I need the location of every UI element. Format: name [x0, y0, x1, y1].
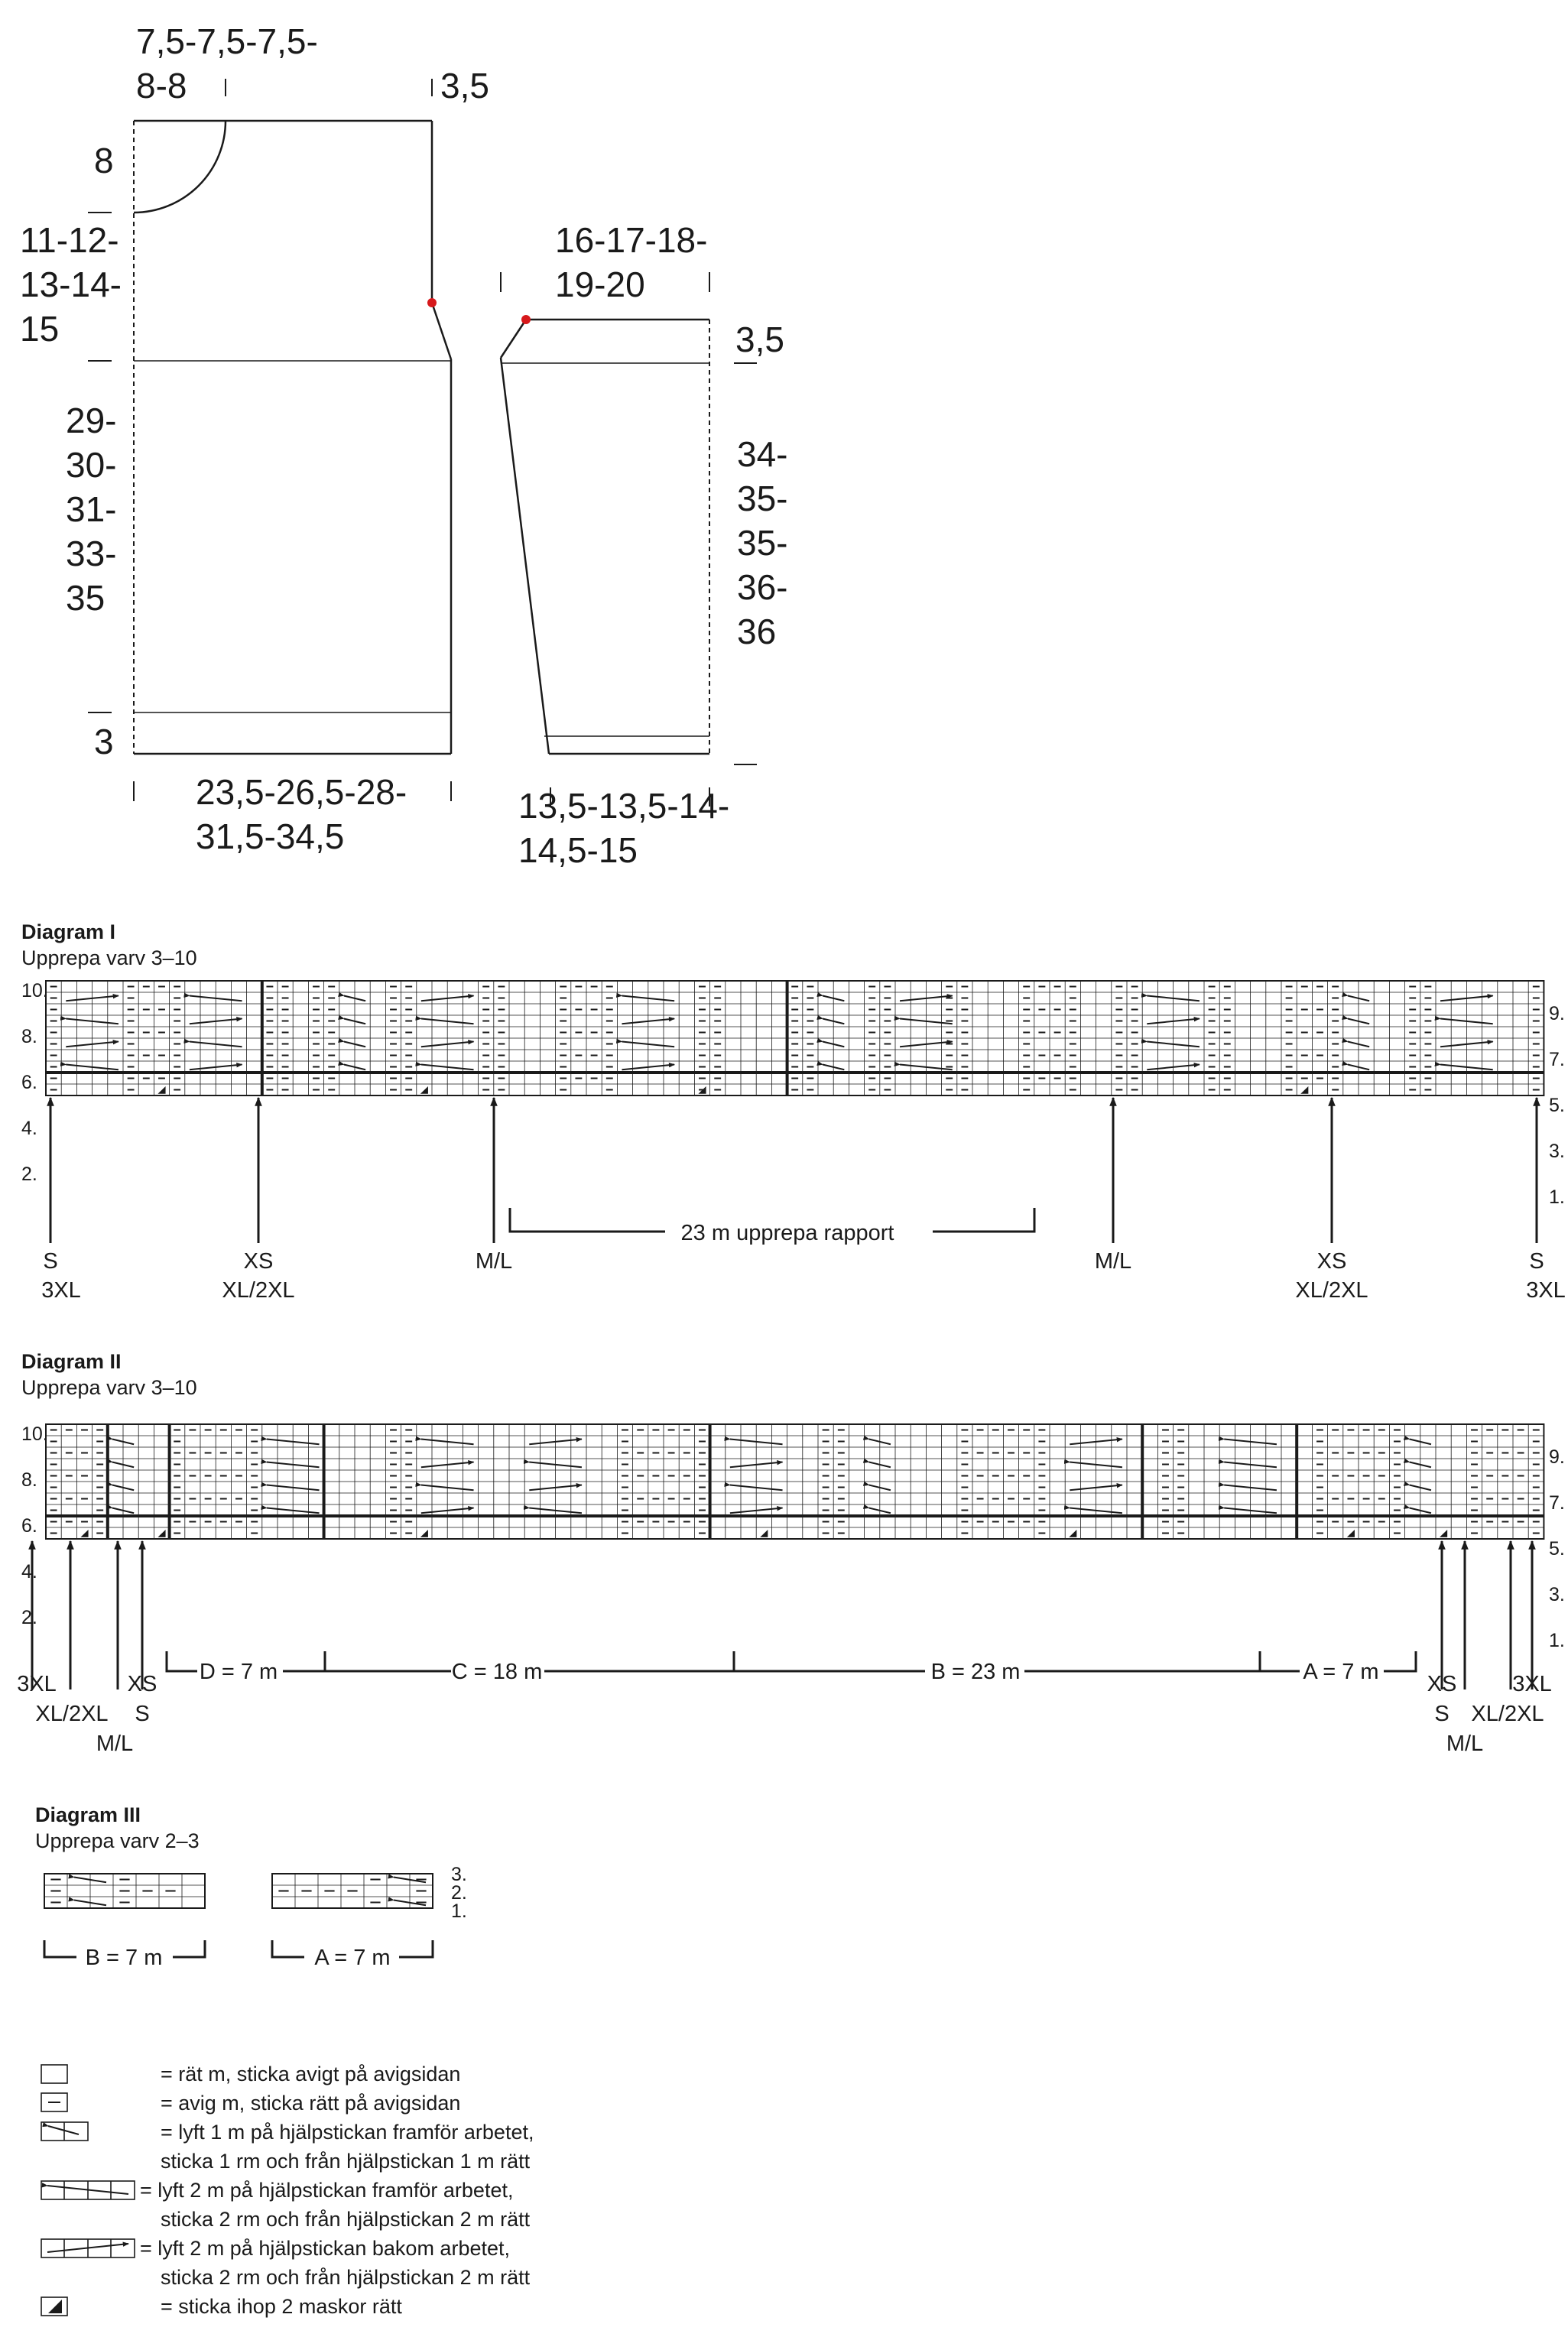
diagram-2	[17, 1350, 1565, 1756]
row-number: 8.	[21, 1026, 37, 1047]
garment-schematic	[88, 79, 757, 807]
size-label: XS	[243, 1249, 274, 1274]
body-rib-label: 3	[94, 722, 114, 761]
row-number: 6.	[21, 1072, 37, 1093]
section-brackets	[167, 1651, 1416, 1671]
row-number: 5.	[1549, 1538, 1565, 1560]
legend-text: = sticka ihop 2 maskor rätt	[161, 2295, 402, 2318]
diagram-1-row-numbers-left	[21, 980, 48, 1185]
size-label: XL/2XL	[35, 1702, 109, 1726]
sleeve-length-line5: 36	[737, 612, 777, 651]
row-number: 3.	[451, 1864, 467, 1885]
sleeve-cap-label: 3,5	[735, 320, 784, 359]
row-number: 9.	[1549, 1446, 1565, 1468]
size-label: XS	[127, 1672, 157, 1696]
row-number: 6.	[21, 1515, 37, 1537]
size-label: M/L	[96, 1732, 134, 1756]
legend-text: = lyft 2 m på hjälpstickan framför arbetet,	[140, 2179, 514, 2202]
diagram-3-chart-b	[44, 1874, 205, 1908]
body-width-line2: 31,5-34,5	[196, 816, 345, 856]
sleeve-cuff-line2: 14,5-15	[518, 830, 638, 870]
size-label: XS	[1427, 1672, 1457, 1696]
row-number: 3.	[1549, 1141, 1565, 1162]
cable-2-back-icon	[41, 2239, 135, 2257]
body-top-width-line2: 8-8	[136, 66, 187, 105]
diagram-3	[35, 1803, 467, 1970]
row-number: 5.	[1549, 1095, 1565, 1116]
row-number: 7.	[1549, 1049, 1565, 1070]
body-length-line5: 35	[66, 578, 106, 618]
diagram-3-chart-a	[272, 1874, 433, 1908]
knit-square-icon	[41, 2065, 67, 2083]
section-label-c: C = 18 m	[451, 1660, 543, 1684]
row-number: 10.	[21, 1423, 48, 1445]
chart-label-b: B = 7 m	[85, 1946, 163, 1970]
row-number: 2.	[21, 1607, 37, 1628]
size-label: S	[43, 1249, 58, 1274]
body-armhole-line1: 11-12-	[20, 220, 119, 260]
body-length-line3: 31-	[66, 489, 117, 529]
size-label: S	[135, 1702, 150, 1726]
row-number: 2.	[21, 1164, 37, 1185]
chart-label-a: A = 7 m	[314, 1946, 391, 1970]
legend-text: = avig m, sticka rätt på avigsidan	[161, 2092, 461, 2115]
diagram-3-subtitle: Upprepa varv 2–3	[35, 1829, 200, 1852]
body-top-width-line1: 7,5-7,5-7,5-	[136, 21, 318, 61]
measurement-ticks	[88, 79, 757, 807]
sleeve-top-width-line2: 19-20	[555, 265, 645, 304]
row-number: 3.	[1549, 1584, 1565, 1605]
sleeve-cuff-line1: 13,5-13,5-14-	[518, 786, 730, 826]
diagram-2-row-numbers-right	[1549, 1446, 1565, 1651]
cable-2-front-icon	[41, 2181, 135, 2199]
body-neck-depth-label: 8	[94, 141, 114, 180]
legend-text: = lyft 1 m på hjälpstickan framför arbetet,	[161, 2121, 534, 2144]
repeat-label: 23 m upprepa rapport	[680, 1221, 894, 1245]
diagram-1-subtitle: Upprepa varv 3–10	[21, 946, 197, 969]
diagram-1-row-numbers-right	[1549, 1003, 1565, 1208]
row-number: 4.	[21, 1118, 37, 1139]
body-length-line4: 33-	[66, 534, 117, 573]
diagram-2-subtitle: Upprepa varv 3–10	[21, 1376, 197, 1399]
row-number: 1.	[1549, 1186, 1565, 1208]
row-number: 1.	[1549, 1630, 1565, 1651]
body-length-line1: 29-	[66, 401, 117, 440]
legend-text: sticka 2 rm och från hjälpstickan 2 m rätt	[161, 2208, 531, 2231]
sleeve-length-line1: 34-	[737, 434, 788, 474]
purl-dash-icon	[41, 2093, 67, 2111]
body-length-line2: 30-	[66, 445, 117, 485]
size-label: M/L	[1446, 1732, 1484, 1756]
size-label: M/L	[475, 1249, 513, 1274]
legend-text: sticka 1 rm och från hjälpstickan 1 m rätt	[161, 2150, 531, 2173]
legend-text: sticka 2 rm och från hjälpstickan 2 m rätt	[161, 2266, 531, 2289]
body-armhole-line2: 13-14-	[20, 265, 122, 304]
row-number: 2.	[451, 1882, 467, 1904]
diagram-3-title: Diagram III	[35, 1803, 141, 1826]
sleeve-length-line3: 35-	[737, 523, 788, 563]
row-number: 7.	[1549, 1492, 1565, 1514]
section-label-b: B = 23 m	[930, 1660, 1021, 1684]
cable-1-front-icon	[41, 2122, 88, 2141]
sleeve-length-line2: 35-	[737, 479, 788, 518]
sleeve-marker-dot	[521, 315, 531, 324]
sleeve-length-line4: 36-	[737, 567, 788, 607]
size-label: M/L	[1094, 1249, 1132, 1274]
sleeve-top-width-line1: 16-17-18-	[555, 220, 708, 260]
symbol-legend	[41, 2063, 534, 2318]
body-armhole-line3: 15	[20, 309, 60, 349]
diagram-1-title: Diagram I	[21, 920, 116, 943]
size-label: S	[1434, 1702, 1450, 1726]
body-marker-dot	[427, 298, 437, 307]
size-label: XL/2XL	[1471, 1702, 1544, 1726]
section-label-d: D = 7 m	[199, 1660, 278, 1684]
row-number: 9.	[1549, 1003, 1565, 1024]
body-shoulder-label: 3,5	[440, 66, 489, 105]
size-label: 3XL	[1526, 1278, 1566, 1303]
row-number: 10.	[21, 980, 48, 1001]
row-number: 4.	[21, 1561, 37, 1582]
section-label-a: A = 7 m	[1303, 1660, 1379, 1684]
body-piece	[134, 121, 451, 754]
size-label: 3XL	[1512, 1672, 1552, 1696]
diagram-3-grids	[44, 1874, 433, 1908]
k2tog-triangle-icon	[41, 2297, 67, 2316]
row-number: 8.	[21, 1469, 37, 1491]
size-label: 3XL	[17, 1672, 57, 1696]
diagram-1	[21, 920, 1566, 1303]
sleeve-piece	[501, 320, 709, 754]
diagram-2-row-numbers-left	[21, 1423, 48, 1628]
size-label: XL/2XL	[222, 1278, 295, 1303]
size-label: S	[1529, 1249, 1544, 1274]
row-number: 1.	[451, 1900, 467, 1922]
diagram-2-title: Diagram II	[21, 1350, 122, 1373]
legend-text: = lyft 2 m på hjälpstickan bakom arbetet,	[140, 2237, 510, 2260]
size-label: 3XL	[41, 1278, 81, 1303]
size-label: XL/2XL	[1295, 1278, 1368, 1303]
body-width-line1: 23,5-26,5-28-	[196, 772, 407, 812]
size-label: XS	[1316, 1249, 1347, 1274]
legend-text: = rät m, sticka avigt på avigsidan	[161, 2063, 461, 2085]
